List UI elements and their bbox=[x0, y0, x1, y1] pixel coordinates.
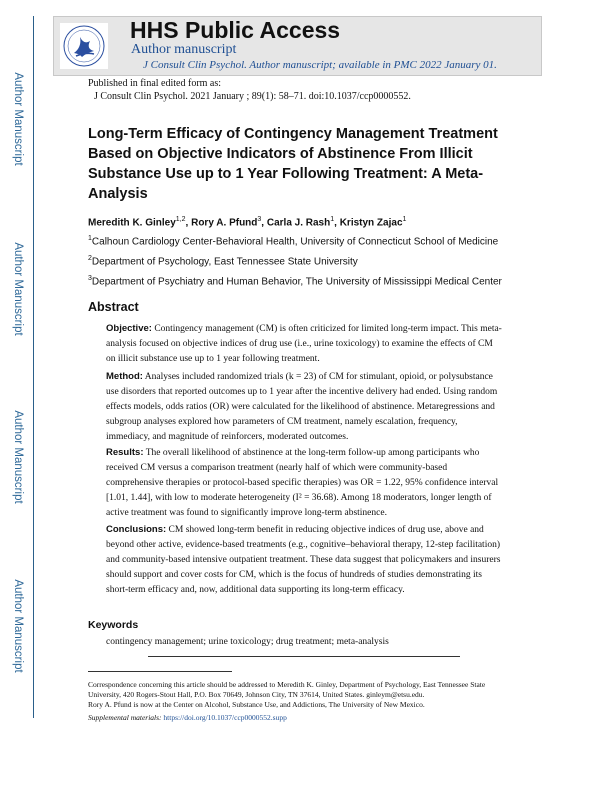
supplemental-label: Supplemental materials: bbox=[88, 713, 162, 722]
method-label: Method: bbox=[106, 371, 143, 382]
author-name: Rory A. Pfund bbox=[191, 217, 258, 229]
header-subtitle: Author manuscript bbox=[131, 42, 237, 57]
abstract-results bbox=[106, 445, 502, 521]
article-title: Long-Term Efficacy of Contingency Management Treatment Based on Objective Indicators of Abstinence From Illicit Substance Use up to 1 Year Following Treatment: A Meta-Analysis bbox=[88, 126, 498, 202]
sidebar-label: Author Manuscript bbox=[12, 72, 24, 166]
affiliation-change-note: Rory A. Pfund is now at the Center on Alcohol, Substance Use, and Addictions, The University of New Mexico. bbox=[88, 700, 425, 709]
published-citation: J Consult Clin Psychol. 2021 January ; 89(1): 58–71. doi:10.1037/ccp0000552. bbox=[94, 91, 411, 102]
method-text: Analyses included randomized trials (k = 23) of CM for stimulant, opioid, or polysubstance use disorders that reported outcomes up to 1 year after the incentive delivery had ended. Using random effects models, odds ratios (OR) were calculated for the likelihood of abstinence. Metaregressions and subgroup analyses explored how parameters of CM treatment, namely escalation, frequency, immediacy, and magnitude of reinforcers, moderated outcomes. bbox=[106, 372, 498, 442]
abstract-heading: Abstract bbox=[88, 300, 139, 314]
affiliation-sup: 2 bbox=[88, 255, 92, 262]
sidebar-line bbox=[33, 16, 34, 718]
header-title: HHS Public Access bbox=[130, 17, 341, 43]
hhs-eagle-logo-icon bbox=[60, 23, 108, 69]
hhs-header bbox=[53, 16, 542, 76]
results-label: Results: bbox=[106, 447, 144, 458]
header-citation bbox=[143, 59, 497, 71]
footnote-divider bbox=[88, 671, 232, 672]
sidebar-label: Author Manuscript bbox=[12, 579, 24, 673]
sidebar-label: Author Manuscript bbox=[12, 410, 24, 504]
affiliation-text: Department of Psychiatry and Human Behavior, The University of Mississippi Medical Center bbox=[91, 276, 502, 288]
affiliation-sup: 3 bbox=[88, 275, 92, 282]
abstract-method bbox=[106, 369, 502, 445]
published-info bbox=[88, 77, 411, 103]
conclusions-text: CM showed long-term benefit in reducing objective indices of drug use, above and beyond other active, evidence-based treatments (e.g., cognitive–behavioral therapy, 12-step facilitation) and community-based intensive outpatient treatment. These data suggest that policymakers and insurers should support and cover costs for CM, which is the focus of hundreds of studies demonstrating its short-term efficacy and, now, additional data supporting its long-term efficacy. bbox=[106, 525, 501, 595]
supplemental-note bbox=[88, 713, 518, 723]
author-sup: 1,2 bbox=[175, 216, 186, 223]
author-sup: 1 bbox=[330, 216, 335, 223]
correspondence-note: Correspondence concerning this article should be addressed to Meredith K. Ginley, Department of Psychology, East Tennessee State University, 420 Rogers-Stout Hall, P.O. Box 70649, Johnson City, TN 37614, United States. ginleym@etsu.edu. bbox=[88, 680, 486, 699]
author-name: Meredith K. Ginley bbox=[88, 217, 176, 229]
abstract-objective bbox=[106, 321, 502, 367]
objective-label: Objective: bbox=[106, 323, 152, 334]
author-name: Carla J. Rash bbox=[266, 217, 331, 229]
divider bbox=[148, 656, 460, 657]
affiliation-text: Calhoun Cardiology Center-Behavioral Health, University of Connecticut School of Medicine bbox=[91, 236, 499, 248]
keywords-list: contingency management; urine toxicology; drug treatment; meta-analysis bbox=[106, 637, 389, 647]
author-sup: 3 bbox=[257, 216, 262, 223]
affiliation-text: Department of Psychology, East Tennessee State University bbox=[91, 256, 358, 268]
author-sup: 1 bbox=[402, 216, 407, 223]
author-list: Meredith K. Ginley$^{1,2}$, Rory A. Pfund$^3$, Carla J. Rash$^1$, Kristyn Zajac$^1$ bbox=[88, 216, 407, 229]
keywords-heading: Keywords bbox=[88, 619, 139, 631]
results-text: The overall likelihood of abstinence at the long-term follow-up among participants who received CM versus a comparison treatment (nearly half of which were community-based comprehensive therapies or protocol-based specific therapies) was OR = 1.22, 95% confidence interval [1.01, 1.44], with low to moderate heterogeneity (I² = 36.68). Among 18 moderators, longer length of active treatment was found to significantly improve long-term abstinence. bbox=[106, 448, 499, 518]
header-citation-text: J Consult Clin Psychol. Author manuscript; available in PMC 2022 January 01. bbox=[143, 59, 497, 71]
affiliation bbox=[88, 235, 498, 247]
sidebar-label: Author Manuscript bbox=[12, 242, 24, 336]
supplemental-link[interactable]: https://doi.org/10.1037/ccp0000552.supp bbox=[163, 713, 287, 722]
author-manuscript-sidebar bbox=[0, 0, 34, 789]
affiliation-sup: 1 bbox=[88, 235, 92, 242]
published-label: Published in final edited form as: bbox=[88, 78, 222, 89]
affiliation bbox=[88, 255, 358, 267]
objective-text: Contingency management (CM) is often criticized for limited long-term impact. This meta-analysis focused on objective indices of drug use (i.e., urine toxicology) to examine the effects of CM on illicit substance use up to 1 year following treatment. bbox=[106, 324, 502, 364]
author-name: Kristyn Zajac bbox=[339, 217, 403, 229]
abstract-conclusions bbox=[106, 522, 502, 598]
footnotes bbox=[88, 680, 518, 723]
conclusions-label: Conclusions: bbox=[106, 524, 167, 535]
affiliation bbox=[88, 275, 502, 287]
